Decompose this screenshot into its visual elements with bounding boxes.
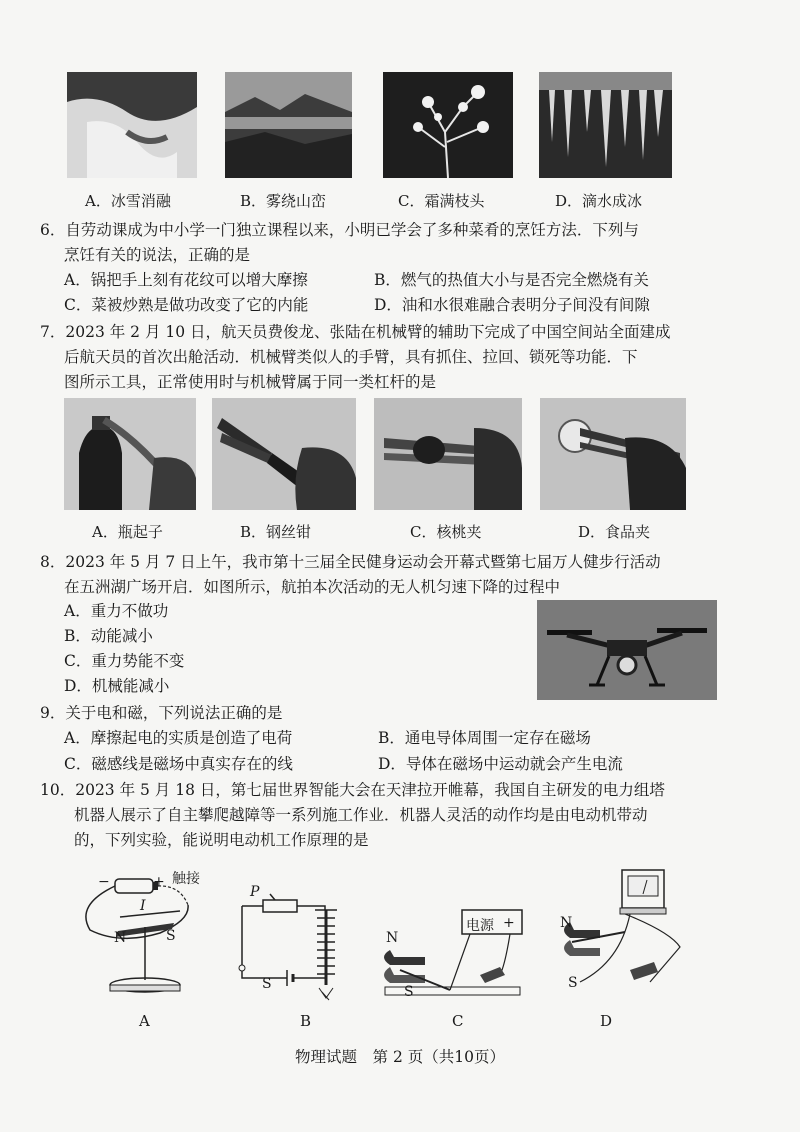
q9-option-d: D．导体在磁场中运动就会产生电流 [378, 755, 623, 773]
q7-stem-line2: 后航天员的首次出舱活动．机械臂类似人的手臂，具有抓住、拉回、锁死等功能．下 [64, 348, 638, 366]
diagram-d-s-label: S [568, 975, 578, 991]
q9-stem: 9．关于电和磁，下列说法正确的是 [40, 704, 283, 722]
diagram-c-n-label: N [386, 930, 399, 946]
photo-bottle-opener [64, 398, 196, 510]
q8-stem-line2: 在五洲湖广场开启．如图所示，航拍本次活动的无人机匀速下降的过程中 [64, 578, 561, 596]
diagram-c-s-label: S [404, 984, 414, 1000]
photo-wire-pliers [212, 398, 356, 510]
photo-ice-melting [67, 72, 197, 178]
q6-option-b: B．燃气的热值大小与是否完全燃烧有关 [374, 271, 649, 289]
q10-caption-b: B [300, 1012, 312, 1030]
diagram-b-electromagnet [225, 870, 365, 1005]
q5-caption-b: B．雾绕山峦 [240, 192, 327, 210]
q8-stem-line1: 8．2023 年 5 月 7 日上午，我市第十三届全民健身运动会开幕式暨第七届万人健步行活动 [40, 553, 661, 571]
diagram-c-power-label: 电源 [466, 918, 494, 934]
diagram-a-minus: − [98, 874, 110, 890]
q7-caption-a: A．瓶起子 [92, 523, 163, 541]
q8-option-c: C．重力势能不变 [64, 652, 185, 670]
q7-stem-line1: 7．2023 年 2 月 10 日，航天员费俊龙、张陆在机械臂的辅助下完成了中国空间站全面建成 [40, 323, 671, 341]
q6-option-a: A．锅把手上刻有花纹可以增大摩擦 [64, 271, 308, 289]
q5-caption-c: C．霜满枝头 [398, 192, 485, 210]
q9-option-b: B．通电导体周围一定存在磁场 [378, 729, 591, 747]
q9-option-a: A．摩擦起电的实质是创造了电荷 [64, 729, 293, 747]
q5-caption-d: D．滴水成冰 [555, 192, 643, 210]
page-footer: 物理试题 第 2 页（共10页） [295, 1048, 505, 1066]
q7-caption-b: B．钢丝钳 [240, 523, 312, 541]
photo-walnut-cracker [374, 398, 522, 510]
diagram-a-touch-label: 触接 [172, 871, 200, 887]
q7-caption-d: D．食品夹 [578, 523, 651, 541]
q6-option-d: D．油和水很难融合表明分子间没有间隙 [374, 296, 650, 314]
q5-caption-a: A．冰雪消融 [85, 192, 171, 210]
diagram-c-plus-label: + [503, 915, 515, 931]
photo-icicles [539, 72, 672, 178]
q9-option-c: C．磁感线是磁场中真实存在的线 [64, 755, 293, 773]
q10-stem-line3: 的，下列实验，能说明电动机工作原理的是 [74, 831, 369, 849]
photo-food-tongs [540, 398, 686, 510]
q10-stem-line1: 10．2023 年 5 月 18 日，第七届世界智能大会在天津拉开帷幕，我国自主研发的电力组塔 [40, 781, 665, 799]
photo-drone [537, 600, 717, 700]
q8-option-a: A．重力不做功 [64, 602, 169, 620]
q8-option-d: D．机械能减小 [64, 677, 170, 695]
diagram-a-s-label: S [166, 928, 176, 944]
diagram-b-s-label: S [262, 976, 272, 992]
diagram-c-motor [370, 895, 540, 1010]
q10-caption-c: C [452, 1012, 464, 1030]
q10-caption-a: A [139, 1012, 150, 1030]
diagram-d-n-label: N [560, 915, 573, 931]
diagram-a-n-label: N [114, 930, 127, 946]
diagram-b-p-label: P [250, 884, 260, 900]
q7-caption-c: C．核桃夹 [410, 523, 482, 541]
diagram-a-current-label: I [140, 898, 146, 914]
diagram-a-plus: + [153, 874, 165, 890]
q10-caption-d: D [600, 1012, 613, 1030]
photo-mist-mountains [225, 72, 352, 178]
q10-stem-line2: 机器人展示了自主攀爬越障等一系列施工作业．机器人灵活的动作均是由电动机带动 [74, 806, 648, 824]
q6-stem-line2: 烹饪有关的说法，正确的是 [64, 246, 251, 264]
q8-option-b: B．动能减小 [64, 627, 153, 645]
photo-frost-branches [383, 72, 513, 178]
q6-stem-line1: 6．自劳动课成为中小学一门独立课程以来，小明已学会了多种菜肴的烹饪方法．下列与 [40, 221, 639, 239]
q7-stem-line3: 图所示工具，正常使用时与机械臂属于同一类杠杆的是 [64, 373, 437, 391]
q6-option-c: C．菜被炒熟是做功改变了它的内能 [64, 296, 309, 314]
